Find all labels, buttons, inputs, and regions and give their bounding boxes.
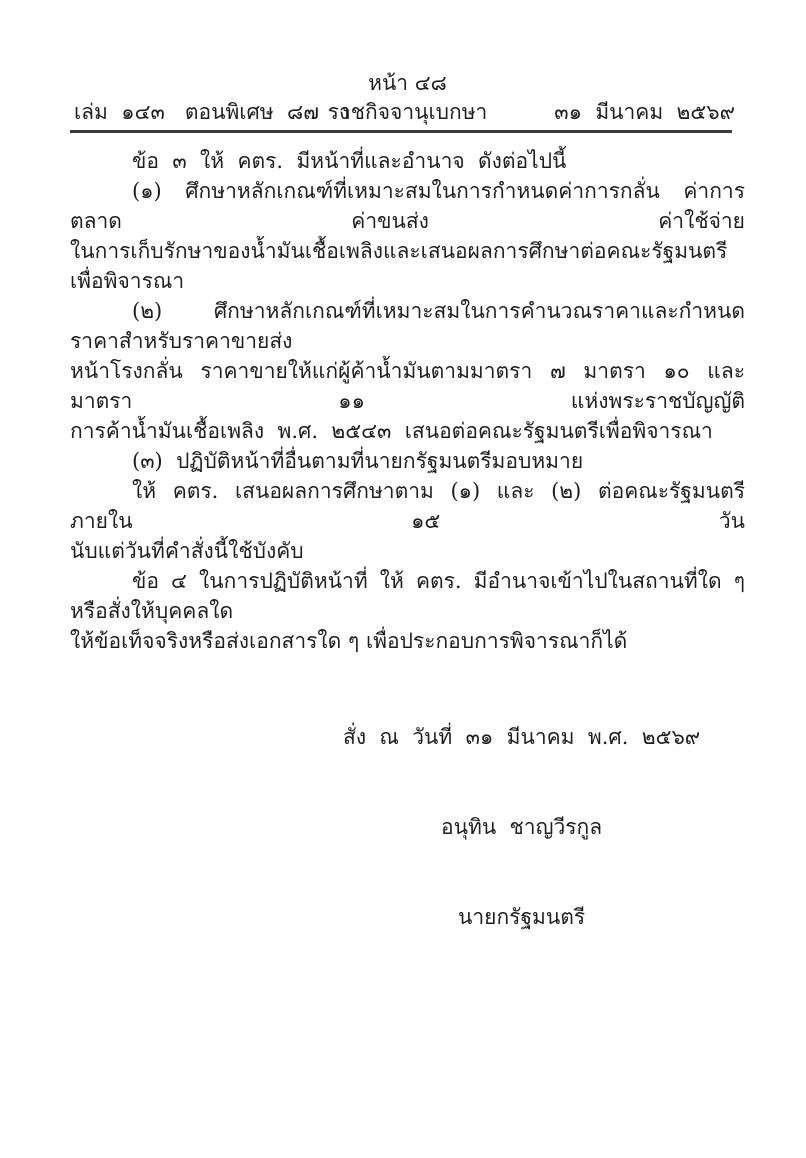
line-clause-4a: ข้อ ๔ ในการปฏิบัติหน้าที่ ให้ คตร. มีอำนาจเข้าไปในสถานที่ใด ๆ หรือสั่งให้บุคคลใด (70, 569, 745, 623)
gazette-date: ๓๑ มีนาคม ๒๕๖๙ (554, 100, 735, 124)
gazette-title: ราชกิจจานุเบกษา (327, 100, 488, 124)
page-number: หน้า ๔๘ (368, 71, 447, 95)
line-item-3: (๓) ปฏิบัติหน้าที่อื่นตามที่นายกรัฐมนตรีมอบหมาย (132, 449, 584, 473)
page-content (70, 0, 745, 992)
masthead-row (70, 98, 745, 126)
line-item-1a: (๑) ศึกษาหลักเกณฑ์ที่เหมาะสมในการกำหนดค่าการกลั่น ค่าการตลาด ค่าขนส่ง ค่าใช้จ่าย (70, 179, 745, 233)
signer-name: อนุทิน ชาญวีรกูล (441, 815, 603, 839)
line-item-1b: ในการเก็บรักษาของน้ำมันเชื้อเพลิงและเสนอผลการศึกษาต่อคณะรัฐมนตรีเพื่อพิจารณา (70, 239, 728, 293)
line-item-2c: การค้าน้ำมันเชื้อเพลิง พ.ศ. ๒๕๔๓ เสนอต่อคณะรัฐมนตรีเพื่อพิจารณา (70, 419, 713, 443)
signer-title: นายกรัฐมนตรี (458, 905, 586, 929)
line-item-2a: (๒) ศึกษาหลักเกณฑ์ที่เหมาะสมในการคำนวณราคาและกำหนดราคาสำหรับราคาขายส่ง (70, 299, 745, 353)
line-submission-a: ให้ คตร. เสนอผลการศึกษาตาม (๑) และ (๒) ต่อคณะรัฐมนตรีภายใน ๑๕ วัน (70, 479, 745, 533)
line-submission-b: นับแต่วันที่คำสั่งนี้ใช้บังคับ (70, 539, 304, 563)
signature-block (343, 662, 700, 992)
volume-issue-label: เล่ม ๑๔๓ ตอนพิเศษ ๘๗ ง (74, 100, 350, 124)
line-clause-4b: ให้ข้อเท็จจริงหรือส่งเอกสารใด ๆ เพื่อประกอบการพิจารณาก็ได้ (70, 629, 628, 653)
line-clause-3: ข้อ ๓ ให้ คตร. มีหน้าที่และอำนาจ ดังต่อไปนี้ (132, 149, 567, 173)
line-item-2b: หน้าโรงกลั่น ราคาขายให้แก่ผู้ค้าน้ำมันตามมาตรา ๗ มาตรา ๑๐ และมาตรา ๑๑ แห่งพระราชบัญญัติ (70, 359, 745, 413)
masthead-rule (70, 130, 732, 133)
order-body (70, 146, 745, 656)
signature-issued-line: สั่ง ณ วันที่ ๓๑ มีนาคม พ.ศ. ๒๕๖๙ (343, 725, 701, 749)
